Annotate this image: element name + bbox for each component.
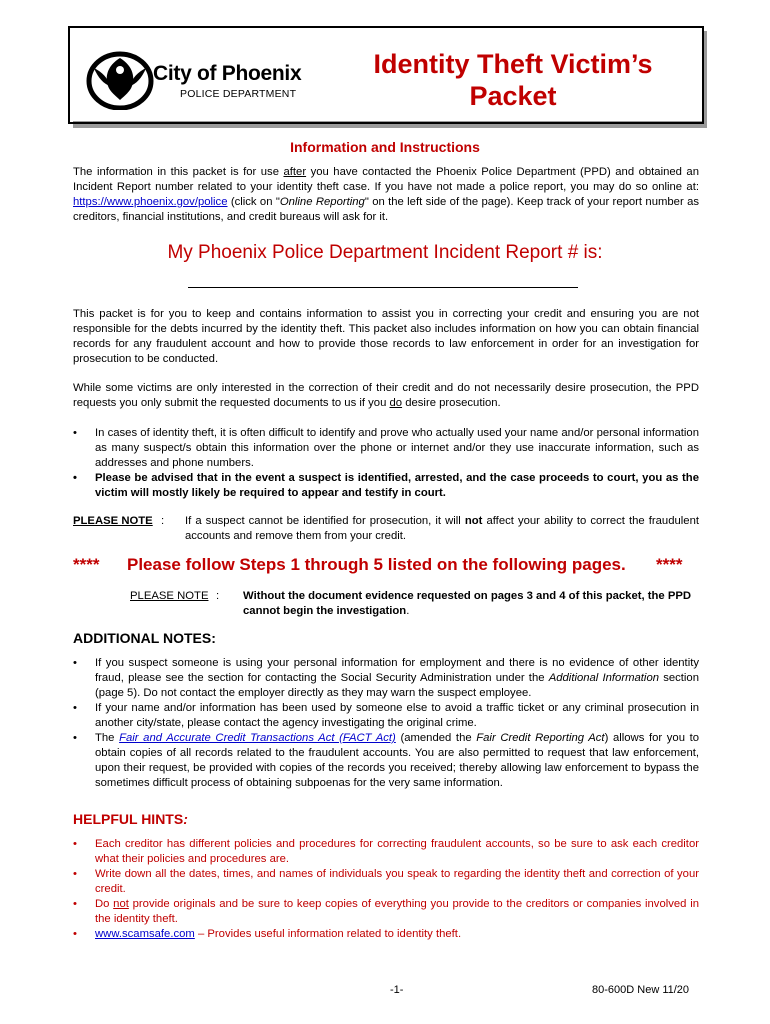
list-item: • If you suspect someone is using your personal information for employment and there is no evidence of other identity fraud, please see the section for contacting the Social Security Administration under the Additional Information section (page 5). Do not contact the employer directly as they may warn the suspect employee.: [73, 656, 699, 701]
stars-right: ****: [656, 555, 683, 574]
list-item: • Do not provide originals and be sure to keep copies of everything you provide to the creditors or companies involved in the identity theft.: [73, 897, 699, 927]
steps-message: Please follow Steps 1 through 5 listed on the following pages.: [127, 555, 626, 574]
department-name: POLICE DEPARTMENT: [180, 88, 297, 100]
please-note-label: PLEASE NOTE: [130, 590, 209, 602]
helpful-hints-heading: HELPFUL HINTS:: [73, 811, 188, 827]
info-text-d: " on the left side of the page). Keep track of your report number as creditors, financial institutions, and credit bureaus will ask for it.: [73, 196, 699, 223]
page-title: [338, 48, 688, 112]
helpful-hints-list: [73, 837, 699, 942]
list-item: • Each creditor has different policies and procedures for correcting fraudulent accounts, so be sure to ask each creditor what their policies and procedures are.: [73, 837, 699, 867]
info-after: after: [283, 166, 307, 178]
prosecution-do: do: [389, 397, 403, 409]
list-item: • The Fair and Accurate Credit Transactions Act (FACT Act) (amended the Fair Credit Reporting Act) allows for you to obtain copies of all records related to the fraudulent accounts. You are also permitted to request that law enforcement, upon their request, be provided with copies of the records you received; thereby allowing law enforcement to bypass the sometimes difficult process of obtaining subpoenas for the very same information.: [73, 731, 699, 791]
list-item: • In cases of identity theft, it is often difficult to identify and prove who actually used your name and/or personal information as many suspect/s obtain this information over the phone or internet and/or they use inaccurate information, such as addresses and phone numbers.: [73, 426, 699, 471]
list-item: • www.scamsafe.com – Provides useful information related to identity theft.: [73, 927, 699, 942]
please-note-label: PLEASE NOTE: [73, 515, 153, 527]
please-note-text: If a suspect cannot be identified for prosecution, it will not affect your ability to correct the fraudulent accounts and remove them from your credit.: [185, 515, 699, 542]
form-code: 80-600D New 11/20: [592, 984, 690, 996]
info-heading: Information and Instructions: [290, 139, 480, 155]
info-text-b: you have contacted the Phoenix Police Department (PPD) and obtained an Incident Report number related to your identity theft case. If you have not made a police report, you may do so online at:: [73, 166, 700, 193]
online-reporting-text: Online Reporting: [279, 196, 365, 208]
incident-report-label: My Phoenix Police Department Incident Report # is:: [167, 242, 603, 263]
info-text-c: (click on ": [227, 196, 280, 208]
prosecution-paragraph: [73, 381, 699, 411]
please-note-colon: :: [216, 590, 220, 602]
city-name: City of Phoenix: [153, 62, 302, 85]
additional-notes-heading: ADDITIONAL NOTES:: [73, 630, 216, 646]
title-line-1: Identity Theft Victim’s: [373, 49, 653, 79]
fact-act-link[interactable]: Fair and Accurate Credit Transactions Act (FACT Act): [119, 732, 396, 744]
phoenix-logo-icon: [86, 48, 154, 110]
packet-purpose-paragraph: This packet is for you to keep and contains information to assist you in correcting your credit and ensuring you are not responsible for the debts incurred by the identity theft. This packet also includes information on how you can obtain financial records for any fraudulent account and how to provide those records to law enforcement in order for an investigation for prosecution to be conducted.: [73, 308, 699, 365]
identity-theft-bullets: [73, 426, 699, 501]
prosecution-text-a: While some victims are only interested in the correction of their credit and do not necessarily desire prosecution, the PPD requests you only submit the requested documents to us if you: [73, 382, 699, 409]
list-item: • If your name and/or information has been used by someone else to avoid a traffic ticket or any criminal prosecution in another city/state, please contact the agency investigating the original crime.: [73, 701, 699, 731]
info-text-a: The information in this packet is for use: [73, 166, 284, 178]
additional-notes-list: [73, 656, 699, 791]
please-note-text: Without the document evidence requested on pages 3 and 4 of this packet, the PPD cannot begin the investigation.: [243, 590, 692, 617]
list-item: • Please be advised that in the event a suspect is identified, arrested, and the case proceeds to court, you as the victim will mostly likely be required to appear and testify in court.: [73, 471, 699, 501]
page-number: -1-: [390, 984, 404, 996]
incident-report-blank[interactable]: [188, 287, 578, 288]
list-item: • Write down all the dates, times, and names of individuals you speak to regarding the identity theft and correction of your credit.: [73, 867, 699, 897]
title-line-2: Packet: [469, 81, 557, 111]
info-paragraph: [73, 165, 699, 225]
please-note-colon: :: [161, 515, 165, 527]
phoenix-police-link[interactable]: https://www.phoenix.gov/police: [73, 196, 228, 208]
not-emphasis: not: [464, 515, 483, 527]
scamsafe-link[interactable]: www.scamsafe.com: [95, 928, 195, 940]
prosecution-text-b: desire prosecution.: [402, 397, 501, 409]
stars-left: ****: [73, 555, 100, 574]
